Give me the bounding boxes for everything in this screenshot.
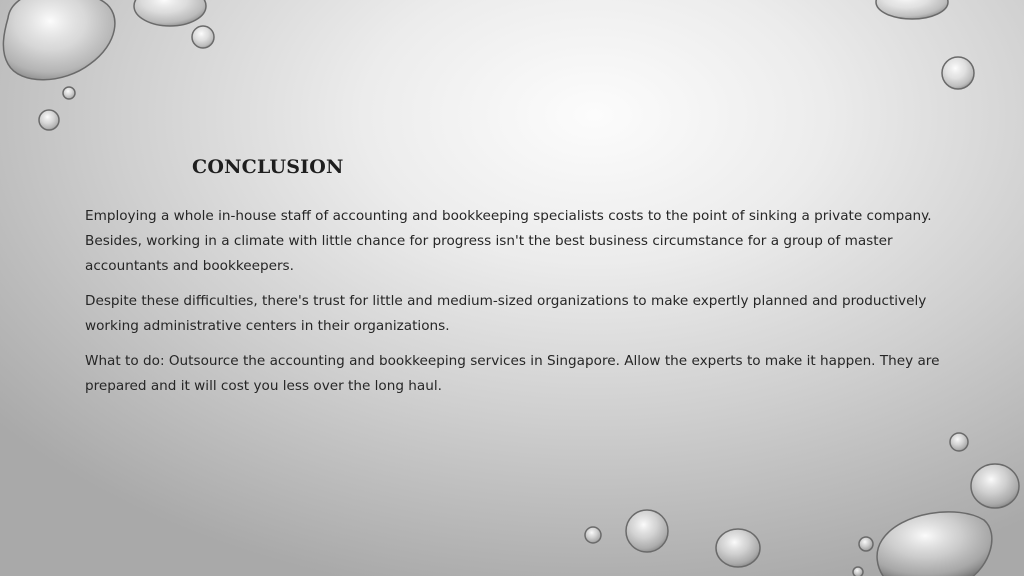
water-droplet-icon <box>716 529 760 567</box>
water-droplet-icon <box>859 537 873 551</box>
water-droplet-icon <box>876 0 948 19</box>
water-droplet-icon <box>942 57 974 89</box>
water-droplet-icon <box>134 0 206 26</box>
water-droplet-icon <box>626 510 668 552</box>
water-droplet-icon <box>971 464 1019 508</box>
body-paragraph: Employing a whole in-house staff of accounting and bookkeeping specialists costs to the point of sinking a private company. Besides, working in a climate with little chance for progress isn't the best business circumstance for a group of master accountants and bookkeepers. <box>85 208 932 274</box>
water-droplet-icon <box>585 527 601 543</box>
water-droplet-icon <box>3 0 115 80</box>
water-droplet-icon <box>877 512 992 576</box>
water-droplet-icon <box>950 433 968 451</box>
slide-body <box>85 204 950 409</box>
water-droplet-icon <box>192 26 214 48</box>
body-paragraph: What to do: Outsource the accounting and bookkeeping services in Singapore. Allow the experts to make it happen. They are prepared and it will cost you less over the long haul. <box>85 353 940 394</box>
slide-title: CONCLUSION <box>192 156 344 178</box>
water-droplet-icon <box>39 110 59 130</box>
body-paragraph: Despite these difficulties, there's trust for little and medium-sized organizations to make expertly planned and productively working administrative centers in their organizations. <box>85 293 927 334</box>
water-droplet-icon <box>63 87 75 99</box>
water-droplet-icon <box>853 567 863 576</box>
